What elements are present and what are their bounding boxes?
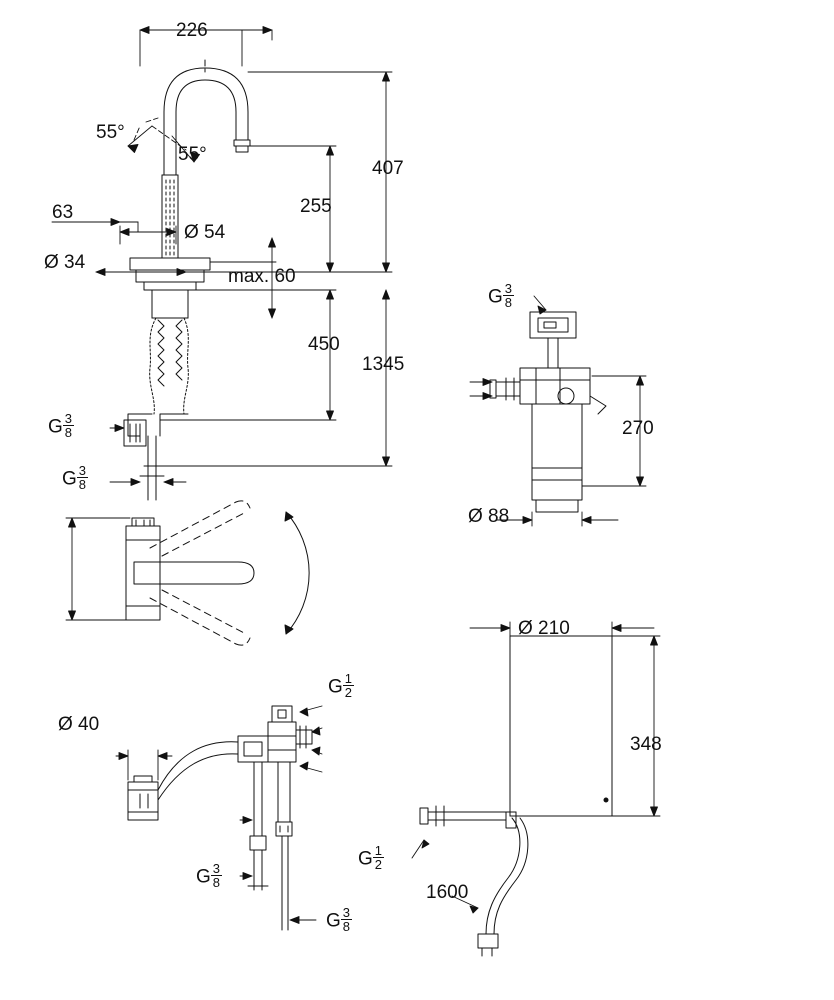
label-g38-valve-right: G $\frac{3}{8}$ bbox=[326, 905, 351, 934]
label-g38-tap-top: G $\frac{3}{8}$ bbox=[48, 411, 73, 440]
label-g38-valve-left: G $\frac{3}{8}$ bbox=[196, 861, 221, 890]
dim-height-255: 255 bbox=[300, 196, 332, 217]
dim-max-60: max. 60 bbox=[228, 266, 296, 287]
boiler-view bbox=[420, 636, 612, 956]
dim-dia-88: Ø 88 bbox=[468, 506, 510, 527]
dim-height-348: 348 bbox=[630, 734, 662, 755]
label-g12-boiler: G $\frac{1}{2}$ bbox=[358, 843, 383, 872]
tap-plan-view bbox=[126, 501, 309, 645]
valve-group-view bbox=[128, 706, 312, 930]
tap-front-dimensions bbox=[52, 27, 392, 486]
dim-cable-1600: 1600 bbox=[426, 882, 469, 903]
label-g38-filter: G $\frac{3}{8}$ bbox=[488, 281, 513, 310]
dim-height-450: 450 bbox=[308, 334, 340, 355]
dim-total-1345: 1345 bbox=[362, 354, 405, 375]
dim-angle-left: 55° bbox=[96, 122, 125, 143]
label-g12-valve: G $\frac{1}{2}$ bbox=[328, 671, 353, 700]
filter-head-dimensions bbox=[470, 296, 646, 526]
dim-height-407: 407 bbox=[372, 158, 404, 179]
dim-spout-reach: 226 bbox=[176, 20, 208, 41]
dim-height-270: 270 bbox=[622, 418, 654, 439]
dim-angle-right: 55° bbox=[178, 144, 207, 165]
label-g38-tap-bottom: G $\frac{3}{8}$ bbox=[62, 463, 87, 492]
dim-dia-34: Ø 34 bbox=[44, 252, 86, 273]
dim-dia-40: Ø 40 bbox=[58, 714, 100, 735]
valve-group-dimensions bbox=[116, 706, 322, 924]
boiler-dimensions bbox=[412, 622, 660, 913]
tap-plan-dimensions bbox=[66, 518, 130, 620]
filter-head-view bbox=[490, 312, 606, 512]
dim-offset-63: 63 bbox=[52, 202, 74, 223]
dim-dia-54: Ø 54 bbox=[184, 222, 226, 243]
dim-dia-210: Ø 210 bbox=[518, 618, 570, 639]
